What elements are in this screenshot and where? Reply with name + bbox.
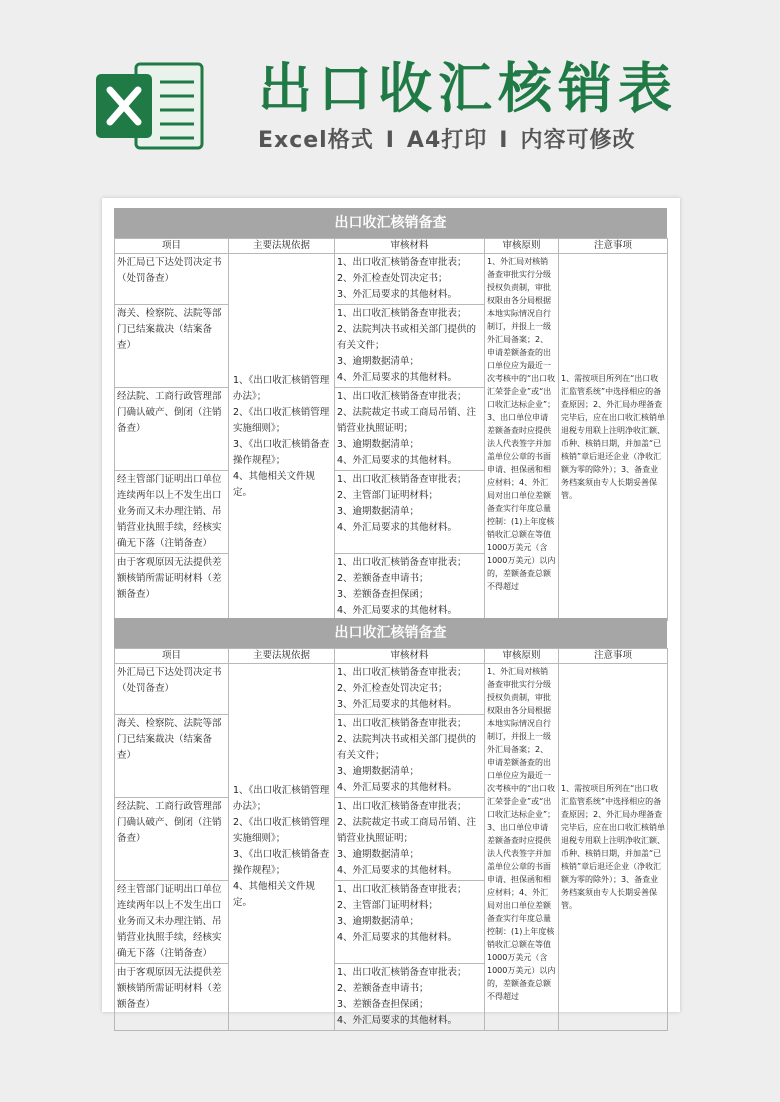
materials-cell: [335, 715, 485, 798]
column-header: 主要法规依据: [229, 239, 335, 254]
notes-cell: 1、需按项目所列在“出口收汇监管系统”中选择相应的备查原因；2、外汇局办理备查完毕后，应在出口收汇核销单退税专用联上注明净收汇额、币种、核销日期，并加盖“已核销”章后退还企业（净收汇额为零的除外）；3、备查业务档案须由专人长期妥善保管。: [559, 664, 668, 1031]
column-header: 项目: [115, 239, 229, 254]
material-line: 2、法院判决书或相关部门提供的有关文件；: [337, 734, 477, 761]
column-header: 审核原则: [485, 239, 559, 254]
table-header-row: [115, 649, 668, 664]
material-line: 1、出口收汇核销备查审批表；: [337, 391, 467, 402]
material-line: 3、逾期数据清单；: [337, 766, 420, 777]
page-header: [0, 0, 780, 190]
subtitle-print: A4打印: [406, 128, 488, 153]
material-line: 2、主管部门证明材料；: [337, 490, 439, 501]
material-line: 3、逾期数据清单；: [337, 356, 420, 367]
materials-cell: [335, 881, 485, 964]
subtitle-separator: I: [385, 128, 395, 153]
basis-line: 3、《出口收汇核销备查操作规程》；: [233, 439, 330, 466]
materials-cell: [335, 964, 485, 1031]
material-line: 3、差额备查担保函；: [337, 999, 429, 1010]
material-line: 2、差额备查申请书；: [337, 983, 429, 994]
column-header: 项目: [115, 649, 229, 664]
material-line: 4、外汇局要求的其他材料。: [337, 605, 458, 616]
materials-cell: [335, 798, 485, 881]
basis-line: 2、《出口收汇核销管理实施细则》；: [233, 817, 330, 844]
principle-cell: 1、外汇局对核销备查审批实行分级授权负责制，审批权限由各分局根据本地实际情况自行制订，并报上一级外汇局备案；2、申请差额备查的出口单位应为最近一次考核中的“出口收汇荣誉企业”或“出口收汇达标企业”；3、出口单位申请差额备查时应提供法人代表签字并加盖单位公章的书面申请、担保函和相应材料；4、外汇局对出口单位差额备查实行年度总量控制：(1)上年度核销收汇总额在等值1000万美元（含1000万美元）以内的，差额备查总额不得超过: [485, 254, 559, 621]
item-cell: 海关、检察院、法院等部门已结案裁决（结案备查）: [115, 715, 229, 798]
check-table: [114, 648, 668, 1031]
basis-line: 4、其他相关文件规定。: [233, 471, 316, 498]
column-header: 审核材料: [335, 239, 485, 254]
section-title: 出口收汇核销备查: [114, 618, 667, 648]
materials-cell: [335, 388, 485, 471]
material-line: 2、法院裁定书或工商局吊销、注销营业执照证明；: [337, 817, 477, 844]
materials-cell: [335, 554, 485, 621]
basis-cell: [229, 664, 335, 1031]
section-2: [114, 618, 667, 1031]
column-header: 注意事项: [559, 649, 668, 664]
item-cell: 由于客观原因无法提供差额核销所需证明材料（差额备查）: [115, 964, 229, 1031]
material-line: 4、外汇局要求的其他材料。: [337, 455, 458, 466]
subtitle-separator: I: [499, 128, 509, 153]
principle-cell: 1、外汇局对核销备查审批实行分级授权负责制，审批权限由各分局根据本地实际情况自行制订，并报上一级外汇局备案；2、申请差额备查的出口单位应为最近一次考核中的“出口收汇荣誉企业”或“出口收汇达标企业”；3、出口单位申请差额备查时应提供法人代表签字并加盖单位公章的书面申请、担保函和相应材料；4、外汇局对出口单位差额备查实行年度总量控制：(1)上年度核销收汇总额在等值1000万美元（含1000万美元）以内的，差额备查总额不得超过: [485, 664, 559, 1031]
material-line: 2、法院判决书或相关部门提供的有关文件；: [337, 324, 477, 351]
material-line: 4、外汇局要求的其他材料。: [337, 372, 458, 383]
material-line: 4、外汇局要求的其他材料。: [337, 865, 458, 876]
material-line: 3、逾期数据清单；: [337, 916, 420, 927]
material-line: 4、外汇局要求的其他材料。: [337, 522, 458, 533]
material-line: 4、外汇局要求的其他材料。: [337, 782, 458, 793]
material-line: 1、出口收汇核销备查审批表；: [337, 667, 467, 678]
column-header: 审核原则: [485, 649, 559, 664]
column-header: 审核材料: [335, 649, 485, 664]
item-cell: 外汇局已下达处罚决定书（处罚备查）: [115, 664, 229, 715]
materials-cell: [335, 664, 485, 715]
check-table: [114, 238, 668, 621]
material-line: 1、出口收汇核销备查审批表；: [337, 884, 467, 895]
excel-logo-icon: [96, 60, 206, 152]
material-line: 2、外汇检查处罚决定书；: [337, 683, 448, 694]
material-line: 3、差额备查担保函；: [337, 589, 429, 600]
material-line: 3、外汇局要求的其他材料。: [337, 699, 458, 710]
item-cell: 海关、检察院、法院等部门已结案裁决（结案备查）: [115, 305, 229, 388]
material-line: 2、法院裁定书或工商局吊销、注销营业执照证明；: [337, 407, 477, 434]
material-line: 1、出口收汇核销备查审批表；: [337, 257, 467, 268]
material-line: 4、外汇局要求的其他材料。: [337, 1015, 458, 1026]
item-cell: 经法院、工商行政管理部门确认破产、倒闭（注销备查）: [115, 388, 229, 471]
basis-line: 2、《出口收汇核销管理实施细则》；: [233, 407, 330, 434]
basis-cell: [229, 254, 335, 621]
column-header: 主要法规依据: [229, 649, 335, 664]
page-subtitle: [258, 123, 635, 154]
materials-cell: [335, 254, 485, 305]
material-line: 3、逾期数据清单；: [337, 849, 420, 860]
notes-cell: 1、需按项目所列在“出口收汇监管系统”中选择相应的备查原因；2、外汇局办理备查完毕后，应在出口收汇核销单退税专用联上注明净收汇额、币种、核销日期，并加盖“已核销”章后退还企业（净收汇额为零的除外）；3、备查业务档案须由专人长期妥善保管。: [559, 254, 668, 621]
material-line: 4、外汇局要求的其他材料。: [337, 932, 458, 943]
item-cell: 外汇局已下达处罚决定书（处罚备查）: [115, 254, 229, 305]
page-title: 出口收汇核销表: [258, 57, 678, 120]
material-line: 1、出口收汇核销备查审批表；: [337, 308, 467, 319]
column-header: 注意事项: [559, 239, 668, 254]
material-line: 1、出口收汇核销备查审批表；: [337, 718, 467, 729]
basis-line: 1、《出口收汇核销管理办法》；: [233, 785, 330, 812]
materials-cell: [335, 305, 485, 388]
material-line: 3、逾期数据清单；: [337, 439, 420, 450]
section-title: 出口收汇核销备查: [114, 208, 667, 238]
section-1: [114, 208, 667, 621]
item-cell: 经主管部门证明出口单位连续两年以上不发生出口业务而又未办理注销、吊销营业执照手续，经核实确无下落（注销备查）: [115, 471, 229, 554]
basis-line: 1、《出口收汇核销管理办法》；: [233, 375, 330, 402]
table-row: [115, 664, 668, 715]
material-line: 3、逾期数据清单；: [337, 506, 420, 517]
table-row: [115, 254, 668, 305]
item-cell: 由于客观原因无法提供差额核销所需证明材料（差额备查）: [115, 554, 229, 621]
document-page: [102, 198, 680, 1026]
basis-line: 3、《出口收汇核销备查操作规程》；: [233, 849, 330, 876]
material-line: 2、主管部门证明材料；: [337, 900, 439, 911]
subtitle-editable: 内容可修改: [520, 128, 636, 153]
materials-cell: [335, 471, 485, 554]
material-line: 1、出口收汇核销备查审批表；: [337, 557, 467, 568]
subtitle-format: Excel格式: [258, 128, 374, 153]
item-cell: 经法院、工商行政管理部门确认破产、倒闭（注销备查）: [115, 798, 229, 881]
material-line: 1、出口收汇核销备查审批表；: [337, 967, 467, 978]
material-line: 2、差额备查申请书；: [337, 573, 429, 584]
material-line: 1、出口收汇核销备查审批表；: [337, 801, 467, 812]
material-line: 1、出口收汇核销备查审批表；: [337, 474, 467, 485]
item-cell: 经主管部门证明出口单位连续两年以上不发生出口业务而又未办理注销、吊销营业执照手续，经核实确无下落（注销备查）: [115, 881, 229, 964]
material-line: 2、外汇检查处罚决定书；: [337, 273, 448, 284]
material-line: 3、外汇局要求的其他材料。: [337, 289, 458, 300]
basis-line: 4、其他相关文件规定。: [233, 881, 316, 908]
table-header-row: [115, 239, 668, 254]
